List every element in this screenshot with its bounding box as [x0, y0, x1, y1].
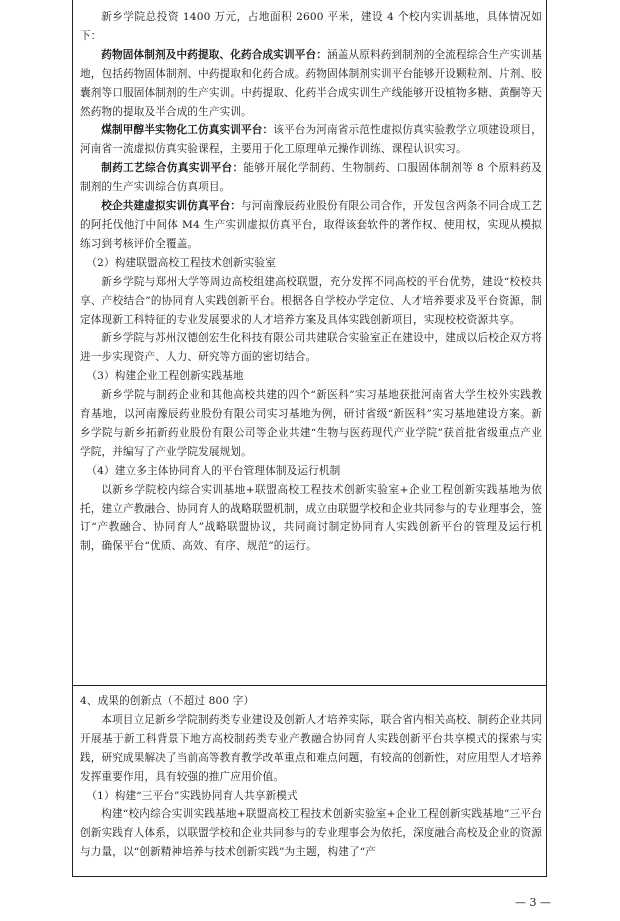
section-divider: [72, 685, 547, 686]
platform-title: 制药工艺综合仿真实训平台：: [101, 162, 244, 175]
platform-item: [80, 159, 542, 197]
body-paragraph: 以新乡学院校内综合实训基地+联盟高校工程技术创新实验室+企业工程创新实践基地为依托，建立产教融合、协同育人的战略联盟机制，成立由联盟学校和企业共同参与的专业理事会，签订“产教融合、协同育人”战略联盟协议，共同商讨制定协同育人实践创新平台的管理及运行机制，确保平台“优质、高效、有序、规范”的运行。: [80, 483, 542, 553]
platform-text: 涵盖从原料药到制剂的全流程综合生产实训基地，包括药物固体制剂、中药提取和化药合成。药物固体制剂实训平台能够开设颗粒剂、片剂、胶囊剂等口服固体制剂的生产实训。中药提取、化药半合成实训生产线能够开设植物多糖、黄酮等天然药物的提取及半合成的生产实训。: [80, 48, 542, 118]
body-paragraph: 构建“校内综合实训实践基地+联盟高校工程技术创新实验室+企业工程创新实践基地”三平台创新实践育人体系，以联盟学校和企业共同参与的专业理事会为依托，深度融合高校及企业的资源与力量，以“创新精神培养与技术创新实践”为主题，构建了“产: [80, 808, 542, 859]
platform-item: [80, 197, 542, 254]
platform-text: 与河南豫辰药业股份有限公司合作，开发包含两条不同合成工艺的阿托伐他汀中间体 M4 生产实训虚拟仿真平台，取得该套软件的著作权、使用权，实现从模拟练习到考核评价全覆盖。: [80, 200, 543, 250]
intro-paragraph: 新乡学院总投资 1400 万元，占地面积 2600 平米，建设 4 个校内实训基地，具体情况如下：: [80, 11, 542, 42]
subsection-heading: （1）构建“三平台”实践协同育人共享新模式: [86, 789, 298, 802]
body-paragraph: 新乡学院与制药企业和其他高校共建的四个“新医科”实习基地获批河南省大学生校外实践教育基地，以河南豫辰药业股份有限公司实习基地为例，研讨省级“新医科”实习基地建设方案。新乡学院与新乡拓新药业股份有限公司等企业共建“生物与医药现代产业学院”获首批省级重点产业学院，并编写了产业学院发展规划。: [80, 389, 542, 458]
platform-item: [80, 121, 542, 159]
subsection-heading: （4）建立多主体协同育人的平台管理体制及运行机制: [86, 464, 341, 477]
subsection-heading: （3）构建企业工程创新实践基地: [86, 370, 244, 383]
platform-item: [80, 46, 542, 122]
innovation-section: [80, 692, 542, 862]
section-heading: 4、成果的创新点（不超过 800 字）: [80, 695, 255, 707]
platform-title: 校企共建虚拟实训仿真平台：: [101, 200, 241, 213]
platform-title: 煤制甲醇半实物化工仿真实训平台：: [101, 124, 274, 137]
body-paragraph: 新乡学院与郑州大学等周边高校组建高校联盟，充分发挥不同高校的平台优势，建设“校校共享、产校结合”的协同育人实践创新平台。根据各自学校办学定位、人才培养要求及平台资源，制定体现新工科特征的专业发展要求的人才培养方案及具体实践创新项目，实现校校资源共享。: [80, 275, 542, 326]
body-paragraph: 新乡学院与苏州汉德创宏生化科技有限公司共建联合实验室正在建设中，建成以后校企双方将进一步实现资产、人力、研究等方面的密切结合。: [80, 332, 542, 364]
page-number: — 3 —: [515, 896, 551, 909]
platform-text: 该平台为河南省示范性虚拟仿真实验教学立项建设项目，河南省一流虚拟仿真实验课程，主要用于化工原理单元操作训练、课程认识实习。: [80, 124, 542, 156]
platform-title: 药物固体制剂及中药提取、化药合成实训平台：: [101, 48, 327, 61]
platform-section: [80, 8, 542, 556]
body-paragraph: 本项目立足新乡学院制药类专业建设及创新人才培养实际，联合省内相关高校、制药企业共同开展基于新工科背景下地方高校制药类专业产教融合协同育人实践创新平台共享模式的探索与实践，研究成果解决了当前高等教育教学改革重点和难点问题，有较高的创新性，对应用型人才培养发挥重要作用，具有较强的推广应用价值。: [80, 713, 542, 783]
subsection-heading: （2）构建联盟高校工程技术创新实验室: [86, 256, 276, 269]
platform-text: 能够开展化学制药、生物制药、口服固体制剂等 8 个原料药及制剂的生产实训综合仿真项目。: [80, 162, 542, 194]
